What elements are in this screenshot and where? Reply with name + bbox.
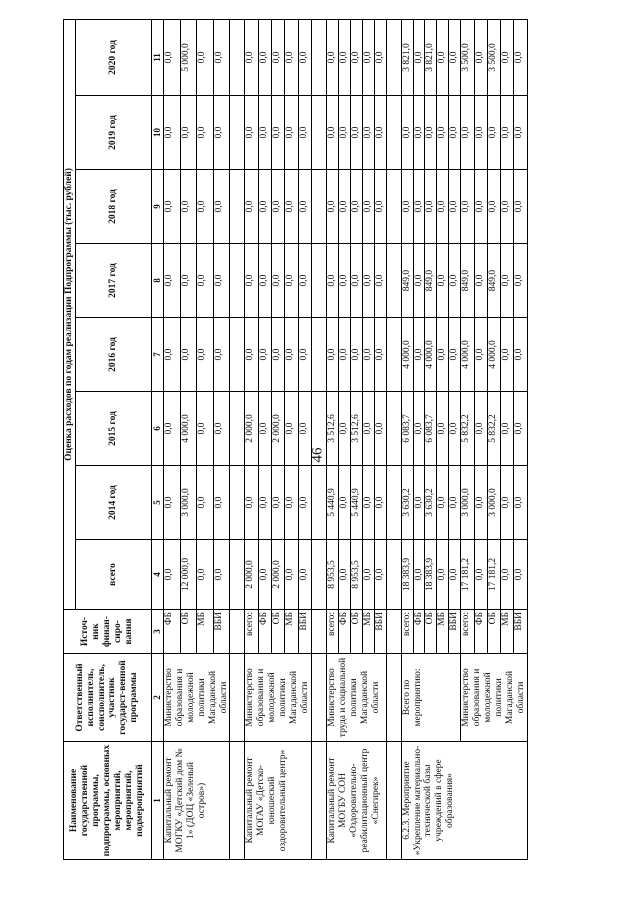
funding-source: ФБ <box>474 610 487 654</box>
amount-cell: 0,0 <box>487 170 500 244</box>
amount-cell: 2 000,0 <box>272 540 285 610</box>
spacer-cell <box>230 96 245 170</box>
spacer-cell <box>230 170 245 244</box>
column-number: 2 <box>151 654 163 742</box>
funding-source: МБ <box>501 610 514 654</box>
amount-cell: 0,0 <box>298 540 311 610</box>
group-spacer <box>230 19 245 859</box>
amount-cell: 5 000,0 <box>180 19 197 95</box>
amount-cell: 0,0 <box>213 466 230 540</box>
amount-cell: 0,0 <box>272 244 285 318</box>
amount-cell: 0,0 <box>298 318 311 392</box>
amount-cell: 0,0 <box>326 170 338 244</box>
amount-cell: 5 440,9 <box>350 466 362 540</box>
amount-cell: 0,0 <box>180 170 197 244</box>
amount-cell: 0,0 <box>180 96 197 170</box>
amount-cell: 0,0 <box>437 96 449 170</box>
amount-cell: 0,0 <box>163 244 180 318</box>
amount-cell: 3 500,0 <box>461 19 474 95</box>
funding-source: МБ <box>362 610 374 654</box>
amount-cell: 0,0 <box>362 96 374 170</box>
amount-cell: 0,0 <box>258 244 271 318</box>
funding-source: ОБ <box>350 610 362 654</box>
amount-cell: 0,0 <box>272 19 285 95</box>
amount-cell: 6 083,7 <box>401 392 413 466</box>
amount-cell: 3 512,6 <box>350 392 362 466</box>
column-number: 7 <box>151 318 163 392</box>
funding-source: ВБИ <box>213 610 230 654</box>
amount-cell: 0,0 <box>374 540 386 610</box>
amount-cell: 0,0 <box>258 466 271 540</box>
amount-cell: 0,0 <box>449 170 461 244</box>
amount-cell: 849,0 <box>425 244 437 318</box>
amount-cell: 8 953,5 <box>350 540 362 610</box>
amount-cell: 0,0 <box>474 244 487 318</box>
amount-cell: 0,0 <box>514 466 527 540</box>
amount-cell: 0,0 <box>197 392 214 466</box>
table-row <box>245 19 258 859</box>
table-row <box>401 19 413 859</box>
amount-cell: 0,0 <box>285 318 298 392</box>
header-year: 2017 год <box>75 244 151 318</box>
amount-cell: 0,0 <box>338 19 350 95</box>
amount-cell: 5 440,9 <box>326 466 338 540</box>
column-number: 3 <box>151 610 163 654</box>
funding-source: ФБ <box>163 610 180 654</box>
spacer-cell <box>311 19 326 95</box>
measure-name: Капитальный ремонт МОГАУ «Детско-юношеский оздоровительный центр» <box>245 742 312 860</box>
amount-cell: 3 000,0 <box>487 466 500 540</box>
header-year: 2019 год <box>75 96 151 170</box>
spacer-cell <box>311 742 326 860</box>
amount-cell: 0,0 <box>374 96 386 170</box>
funding-source: ФБ <box>413 610 425 654</box>
amount-cell: 0,0 <box>338 392 350 466</box>
amount-cell: 0,0 <box>272 466 285 540</box>
amount-cell: 0,0 <box>501 244 514 318</box>
amount-cell: 0,0 <box>487 96 500 170</box>
amount-cell: 0,0 <box>350 96 362 170</box>
amount-cell: 0,0 <box>474 19 487 95</box>
amount-cell: 0,0 <box>514 392 527 466</box>
amount-cell: 0,0 <box>374 392 386 466</box>
amount-cell: 0,0 <box>180 244 197 318</box>
amount-cell: 0,0 <box>437 466 449 540</box>
amount-cell: 849,0 <box>401 244 413 318</box>
amount-cell: 0,0 <box>197 244 214 318</box>
amount-cell: 0,0 <box>163 466 180 540</box>
funding-source: ФБ <box>258 610 271 654</box>
spacer-cell <box>230 19 245 95</box>
amount-cell: 0,0 <box>474 318 487 392</box>
amount-cell: 4 000,0 <box>180 392 197 466</box>
amount-cell: 0,0 <box>298 96 311 170</box>
amount-cell: 0,0 <box>350 318 362 392</box>
amount-cell: 0,0 <box>245 244 258 318</box>
header-year: 2018 год <box>75 170 151 244</box>
amount-cell: 0,0 <box>213 540 230 610</box>
table-row <box>163 19 180 859</box>
spacer-cell <box>311 96 326 170</box>
amount-cell: 849,0 <box>487 244 500 318</box>
amount-cell: 0,0 <box>362 19 374 95</box>
amount-cell: 0,0 <box>449 19 461 95</box>
spacer-cell <box>230 742 245 860</box>
amount-cell: 0,0 <box>413 318 425 392</box>
column-number: 6 <box>151 392 163 466</box>
executor: Министерство образования и молодежной политики Магаданской области <box>163 654 230 742</box>
spacer-cell <box>386 466 401 540</box>
amount-cell: 4 000,0 <box>401 318 413 392</box>
amount-cell: 18 383,9 <box>401 540 413 610</box>
amount-cell: 0,0 <box>449 318 461 392</box>
spacer-cell <box>311 654 326 742</box>
column-number: 5 <box>151 466 163 540</box>
amount-cell: 0,0 <box>163 19 180 95</box>
rotated-table-wrapper <box>63 20 613 860</box>
amount-cell: 0,0 <box>285 392 298 466</box>
amount-cell: 0,0 <box>401 96 413 170</box>
amount-cell: 0,0 <box>413 392 425 466</box>
funding-source: ОБ <box>487 610 500 654</box>
funding-source: МБ <box>285 610 298 654</box>
amount-cell: 0,0 <box>285 170 298 244</box>
amount-cell: 3 000,0 <box>461 466 474 540</box>
amount-cell: 0,0 <box>437 318 449 392</box>
table-row <box>461 19 474 859</box>
amount-cell: 0,0 <box>501 170 514 244</box>
spacer-cell <box>386 654 401 742</box>
amount-cell: 0,0 <box>197 466 214 540</box>
amount-cell: 0,0 <box>213 19 230 95</box>
amount-cell: 0,0 <box>163 392 180 466</box>
amount-cell: 0,0 <box>180 318 197 392</box>
amount-cell: 0,0 <box>474 96 487 170</box>
amount-cell: 0,0 <box>326 19 338 95</box>
amount-cell: 0,0 <box>245 19 258 95</box>
executor: Министерство труда и социальной политики Магаданской области <box>326 654 386 742</box>
amount-cell: 0,0 <box>298 170 311 244</box>
amount-cell: 0,0 <box>285 19 298 95</box>
amount-cell: 3 821,0 <box>425 19 437 95</box>
amount-cell: 0,0 <box>474 466 487 540</box>
funding-source: ОБ <box>272 610 285 654</box>
amount-cell: 0,0 <box>449 540 461 610</box>
funding-source: ВБИ <box>514 610 527 654</box>
amount-cell: 0,0 <box>338 318 350 392</box>
amount-cell: 0,0 <box>272 318 285 392</box>
amount-cell: 0,0 <box>350 19 362 95</box>
spacer-cell <box>230 610 245 654</box>
amount-cell: 0,0 <box>213 244 230 318</box>
amount-cell: 0,0 <box>350 244 362 318</box>
amount-cell: 0,0 <box>258 392 271 466</box>
spacer-cell <box>386 96 401 170</box>
executor: Министерство образования и молодежной политики Магаданской области <box>461 654 528 742</box>
amount-cell: 0,0 <box>197 170 214 244</box>
funding-source: МБ <box>197 610 214 654</box>
column-number: 1 <box>151 742 163 860</box>
amount-cell: 0,0 <box>449 392 461 466</box>
amount-cell: 0,0 <box>374 19 386 95</box>
amount-cell: 0,0 <box>338 466 350 540</box>
amount-cell: 0,0 <box>514 170 527 244</box>
amount-cell: 0,0 <box>425 96 437 170</box>
amount-cell: 3 630,2 <box>401 466 413 540</box>
amount-cell: 0,0 <box>272 96 285 170</box>
spacer-cell <box>311 318 326 392</box>
spacer-cell <box>230 318 245 392</box>
funding-source: ОБ <box>425 610 437 654</box>
amount-cell: 0,0 <box>285 244 298 318</box>
amount-cell: 0,0 <box>245 170 258 244</box>
table-row <box>326 19 338 859</box>
amount-cell: 0,0 <box>258 540 271 610</box>
amount-cell: 0,0 <box>197 96 214 170</box>
amount-cell: 0,0 <box>285 540 298 610</box>
amount-cell: 0,0 <box>298 466 311 540</box>
executor: Всего по мероприятию: <box>401 654 461 742</box>
header-year: 2016 год <box>75 318 151 392</box>
measure-name: Капитальный ремонт МОГБУ СОН «Оздоровительно-реабилитационный центр «Снегирек» <box>326 742 386 860</box>
amount-cell: 4 000,0 <box>487 318 500 392</box>
amount-cell: 0,0 <box>413 244 425 318</box>
header-executor: Ответственный исполнитель, соисполнитель, участник государст-венной программы <box>64 654 152 742</box>
amount-cell: 0,0 <box>413 96 425 170</box>
funding-source: всего: <box>401 610 413 654</box>
funding-source: ОБ <box>180 610 197 654</box>
amount-cell: 0,0 <box>245 318 258 392</box>
amount-cell: 0,0 <box>285 466 298 540</box>
spacer-cell <box>386 610 401 654</box>
header-year: 2014 год <box>75 466 151 540</box>
spacer-cell <box>386 318 401 392</box>
table-body <box>163 19 527 859</box>
amount-cell: 0,0 <box>413 170 425 244</box>
amount-cell: 3 630,2 <box>425 466 437 540</box>
amount-cell: 17 181,2 <box>487 540 500 610</box>
amount-cell: 0,0 <box>362 540 374 610</box>
amount-cell: 0,0 <box>285 96 298 170</box>
amount-cell: 0,0 <box>213 318 230 392</box>
spacer-cell <box>386 392 401 466</box>
funding-source: всего: <box>461 610 474 654</box>
amount-cell: 0,0 <box>245 466 258 540</box>
amount-cell: 0,0 <box>362 244 374 318</box>
amount-cell: 12 000,0 <box>180 540 197 610</box>
amount-cell: 0,0 <box>501 96 514 170</box>
header-year: 2020 год <box>75 19 151 95</box>
amount-cell: 0,0 <box>298 392 311 466</box>
amount-cell: 3 500,0 <box>487 19 500 95</box>
amount-cell: 2 000,0 <box>245 392 258 466</box>
executor: Министерство образования и молодежной политики Магаданской области <box>245 654 312 742</box>
amount-cell: 0,0 <box>338 96 350 170</box>
amount-cell: 0,0 <box>213 392 230 466</box>
amount-cell: 0,0 <box>338 170 350 244</box>
amount-cell: 0,0 <box>197 540 214 610</box>
amount-cell: 0,0 <box>501 540 514 610</box>
amount-cell: 0,0 <box>362 466 374 540</box>
amount-cell: 0,0 <box>163 318 180 392</box>
amount-cell: 0,0 <box>437 244 449 318</box>
spacer-cell <box>230 244 245 318</box>
amount-cell: 0,0 <box>374 466 386 540</box>
amount-cell: 0,0 <box>197 318 214 392</box>
amount-cell: 0,0 <box>374 170 386 244</box>
measure-name: 6.2.3. Мероприятие «Укрепление материально-технической базы учреждений в сфере образования» <box>401 742 527 860</box>
amount-cell: 5 832,2 <box>461 392 474 466</box>
amount-cell: 0,0 <box>258 19 271 95</box>
column-number: 4 <box>151 540 163 610</box>
spacer-cell <box>386 742 401 860</box>
amount-cell: 6 083,7 <box>425 392 437 466</box>
amount-cell: 0,0 <box>298 19 311 95</box>
amount-cell: 0,0 <box>514 19 527 95</box>
amount-cell: 0,0 <box>425 170 437 244</box>
amount-cell: 0,0 <box>474 170 487 244</box>
header-name: Наименование государственной программы, подпрограммы, основных мероприятий, мероприятий, подмероприятий <box>64 742 152 860</box>
amount-cell: 0,0 <box>258 170 271 244</box>
amount-cell: 0,0 <box>258 318 271 392</box>
spacer-cell <box>230 466 245 540</box>
spacer-cell <box>311 392 326 466</box>
funding-source: ВБИ <box>374 610 386 654</box>
amount-cell: 0,0 <box>163 96 180 170</box>
amount-cell: 0,0 <box>362 170 374 244</box>
amount-cell: 0,0 <box>449 96 461 170</box>
funding-source: ФБ <box>338 610 350 654</box>
amount-cell: 0,0 <box>374 318 386 392</box>
amount-cell: 0,0 <box>449 466 461 540</box>
budget-table <box>63 19 528 860</box>
spacer-cell <box>230 392 245 466</box>
amount-cell: 0,0 <box>350 170 362 244</box>
column-number: 11 <box>151 19 163 95</box>
funding-source: всего: <box>326 610 338 654</box>
amount-cell: 0,0 <box>474 540 487 610</box>
group-spacer <box>311 19 326 859</box>
amount-cell: 849,0 <box>461 244 474 318</box>
page-number: 46 <box>309 447 326 463</box>
amount-cell: 0,0 <box>272 170 285 244</box>
measure-name: Капитальный ремонт МОГКУ «Детский дом № 1» (ДОЦ «Зеленый остров») <box>163 742 230 860</box>
spacer-cell <box>386 540 401 610</box>
amount-cell: 0,0 <box>514 244 527 318</box>
group-spacer <box>386 19 401 859</box>
amount-cell: 0,0 <box>245 96 258 170</box>
spacer-cell <box>386 244 401 318</box>
amount-cell: 0,0 <box>413 19 425 95</box>
amount-cell: 2 000,0 <box>245 540 258 610</box>
header-year: всего <box>75 540 151 610</box>
spacer-cell <box>386 170 401 244</box>
amount-cell: 0,0 <box>338 540 350 610</box>
amount-cell: 0,0 <box>437 19 449 95</box>
amount-cell: 0,0 <box>298 244 311 318</box>
amount-cell: 0,0 <box>437 392 449 466</box>
amount-cell: 0,0 <box>401 170 413 244</box>
amount-cell: 0,0 <box>326 244 338 318</box>
amount-cell: 4 000,0 <box>461 318 474 392</box>
amount-cell: 0,0 <box>501 19 514 95</box>
amount-cell: 8 953,5 <box>326 540 338 610</box>
amount-cell: 0,0 <box>501 392 514 466</box>
funding-source: ВБИ <box>298 610 311 654</box>
amount-cell: 0,0 <box>437 170 449 244</box>
amount-cell: 0,0 <box>461 96 474 170</box>
amount-cell: 4 000,0 <box>425 318 437 392</box>
amount-cell: 0,0 <box>326 96 338 170</box>
spacer-cell <box>311 244 326 318</box>
spacer-cell <box>311 170 326 244</box>
header-year: 2015 год <box>75 392 151 466</box>
amount-cell: 0,0 <box>362 392 374 466</box>
column-number: 8 <box>151 244 163 318</box>
amount-cell: 0,0 <box>501 466 514 540</box>
amount-cell: 0,0 <box>338 244 350 318</box>
amount-cell: 17 181,2 <box>461 540 474 610</box>
amount-cell: 0,0 <box>461 170 474 244</box>
amount-cell: 3 821,0 <box>401 19 413 95</box>
amount-cell: 0,0 <box>514 540 527 610</box>
amount-cell: 18 383,9 <box>425 540 437 610</box>
amount-cell: 0,0 <box>413 540 425 610</box>
amount-cell: 3 512,6 <box>326 392 338 466</box>
amount-cell: 0,0 <box>197 19 214 95</box>
amount-cell: 5 832,2 <box>487 392 500 466</box>
header-estimate-group: Оценка расходов по годам реализации Подпрограммы (тыс. рублей) <box>64 19 76 609</box>
amount-cell: 0,0 <box>213 170 230 244</box>
spacer-cell <box>230 540 245 610</box>
spacer-cell <box>311 610 326 654</box>
amount-cell: 0,0 <box>474 392 487 466</box>
funding-source: ВБИ <box>449 610 461 654</box>
amount-cell: 0,0 <box>213 96 230 170</box>
amount-cell: 0,0 <box>326 318 338 392</box>
funding-source: МБ <box>437 610 449 654</box>
funding-source: всего: <box>245 610 258 654</box>
column-number: 10 <box>151 96 163 170</box>
header-source: Источ-ник финан-сиро-вания <box>64 610 152 654</box>
spacer-cell <box>386 19 401 95</box>
amount-cell: 0,0 <box>437 540 449 610</box>
spacer-cell <box>311 466 326 540</box>
amount-cell: 0,0 <box>374 244 386 318</box>
amount-cell: 0,0 <box>163 540 180 610</box>
amount-cell: 0,0 <box>449 244 461 318</box>
amount-cell: 3 000,0 <box>180 466 197 540</box>
amount-cell: 0,0 <box>514 318 527 392</box>
amount-cell: 2 000,0 <box>272 392 285 466</box>
spacer-cell <box>230 654 245 742</box>
amount-cell: 0,0 <box>501 318 514 392</box>
column-number: 9 <box>151 170 163 244</box>
amount-cell: 0,0 <box>258 96 271 170</box>
amount-cell: 0,0 <box>413 466 425 540</box>
amount-cell: 0,0 <box>362 318 374 392</box>
amount-cell: 0,0 <box>163 170 180 244</box>
spacer-cell <box>311 540 326 610</box>
amount-cell: 0,0 <box>514 96 527 170</box>
